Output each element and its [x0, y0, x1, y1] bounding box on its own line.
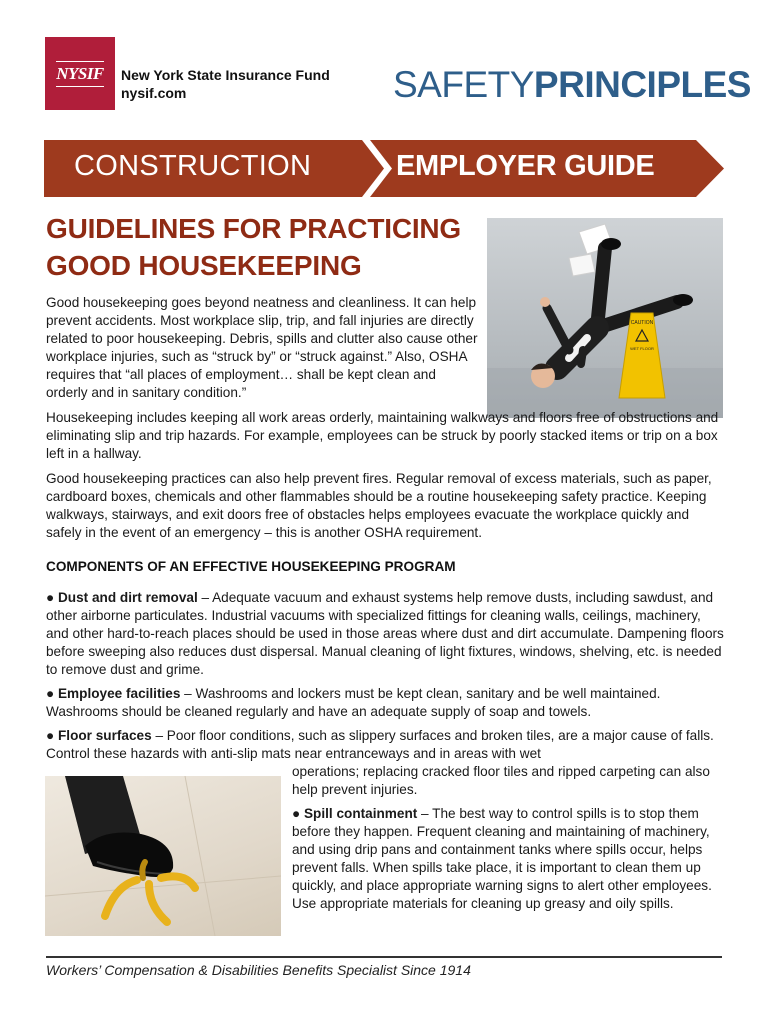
- slipping-man-illustration: [487, 218, 723, 418]
- title-line-1: GUIDELINES FOR PRACTICING: [46, 213, 462, 244]
- bullet-text: – Adequate vacuum and exhaust systems help remove dusts, including sawdust, and other airborne particulates. Industrial vacuums with specialized fittings for cleaning walls, ceilings, machinery, and other hard-to-reach places should be used in those areas where dust and dirt accumulate. Dampening floors before sweeping also reduces dust dispersal. Manual cleaning of light fixtures, windows, shelving, etc. is needed to remove dust and grime.: [46, 590, 724, 677]
- org-url[interactable]: nysif.com: [121, 85, 187, 101]
- series-bold: PRINCIPLES: [533, 64, 751, 105]
- bullet-lead: ● Floor surfaces: [46, 728, 152, 743]
- footer-tagline: Workers’ Compensation & Disabilities Benefits Specialist Since 1914: [46, 962, 471, 978]
- bullet-floor-surfaces-cont: operations; replacing cracked floor tiles and ripped carpeting can also help prevent injuries.: [292, 764, 710, 797]
- banana-peel-photo: [45, 776, 281, 936]
- bullet-lead: ● Spill containment: [292, 806, 418, 821]
- title-line-2: GOOD HOUSEKEEPING: [46, 250, 362, 281]
- bullet-dust-removal: [46, 589, 726, 679]
- banana-peel-illustration: [45, 776, 281, 936]
- nysif-logo: [45, 37, 115, 110]
- footer-divider: [46, 956, 722, 958]
- bullet-spill-containment: [292, 805, 726, 913]
- bullet-text: – Poor floor conditions, such as slippery surfaces and broken tiles, are a major cause of falls. Control these hazards with anti-slip mats near entranceways and in areas with wet: [46, 728, 714, 761]
- topic-banner: [44, 140, 724, 197]
- bullet-text: – Washrooms and lockers must be kept clean, sanitary and be well maintained. Washrooms should be cleaned regularly and have an adequate supply of soap and towels.: [46, 686, 661, 719]
- bullet-lead: ● Dust and dirt removal: [46, 590, 198, 605]
- logo-text: NYSIF: [56, 61, 104, 87]
- fires-paragraph: Good housekeeping practices can also help prevent fires. Regular removal of excess materials, such as paper, cardboard boxes, chemicals and other flammables should be a routine housekeeping safety practice. Keeping walkways, stairways, and exit doors free of obstacles helps employees evacuate the workplace quickly and safely in the event of an emergency – this is another OSHA requirement.: [46, 471, 712, 540]
- bullet-employee-facilities: [46, 685, 726, 721]
- bullet-lead: ● Employee facilities: [46, 686, 181, 701]
- housekeeping-paragraph: Housekeeping includes keeping all work areas orderly, maintaining walkways and floors free of obstructions and eliminating slip and trip hazards. For example, employees can be struck by poorly stacked items or trip on a box left in a hallway.: [46, 410, 719, 461]
- wet-floor-sign-text: WET FLOOR: [630, 346, 654, 351]
- banner-construction: CONSTRUCTION: [74, 150, 312, 182]
- banner-employer-guide: EMPLOYER GUIDE: [396, 150, 655, 182]
- org-name: New York State Insurance Fund: [121, 67, 330, 83]
- bullet-text: – The best way to control spills is to stop them before they happen. Frequent cleaning and maintaining of machinery, and using drip pans and containment tanks where spills occur, helps prevent falls. When spills take place, it is important to clean them up quickly, and place appropriate warning signs to alert other employees. Use appropriate materials for cleaning up greasy and oily spills.: [292, 806, 712, 911]
- intro-paragraph: Good housekeeping goes beyond neatness and cleanliness. It can help prevent accidents. Most workplace slip, trip, and fall injuries are directly related to poor housekeeping. Debris, spills and clutter also cause other workplace injuries, such as “struck by” or “struck against.” Also, OSHA requires that “all places of employment… shall be kept clean and orderly and in sanitary condition.”: [46, 295, 478, 400]
- bullet-floor-surfaces: [46, 727, 726, 763]
- slipping-man-photo: [487, 218, 723, 418]
- series-light: SAFETY: [393, 64, 534, 105]
- caution-sign-text: CAUTION: [630, 320, 654, 326]
- page-title: [46, 210, 476, 284]
- series-title: [393, 64, 751, 106]
- section-heading: COMPONENTS OF AN EFFECTIVE HOUSEKEEPING PROGRAM: [46, 559, 456, 574]
